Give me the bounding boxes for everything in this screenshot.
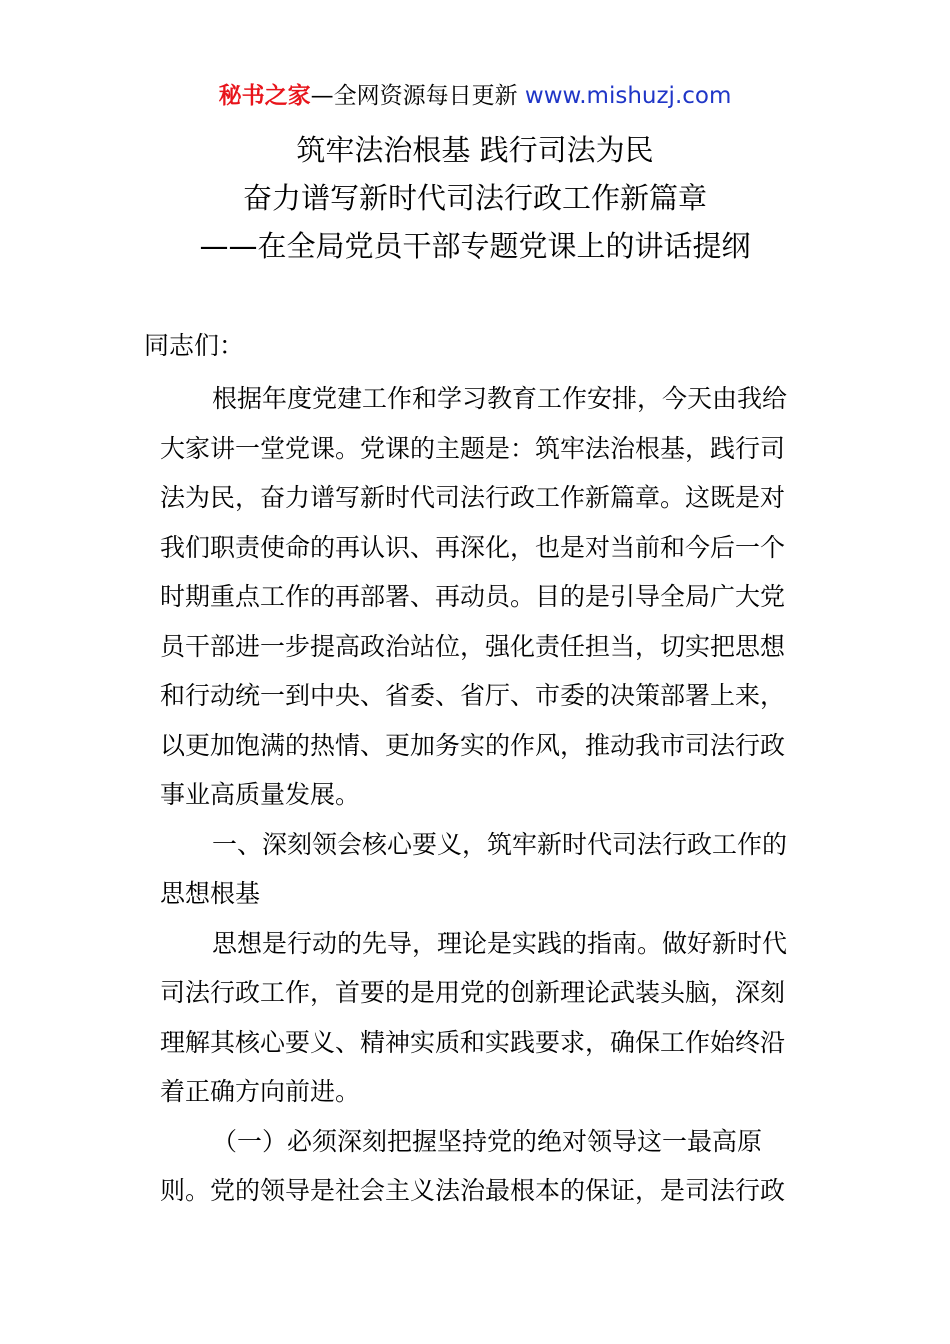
text-line: 司法行政工作，首要的是用党的创新理论武装头脑，深刻 (160, 978, 786, 1007)
text-line: 着正确方向前进。 (160, 1077, 361, 1106)
text-line: 大家讲一堂党课。党课的主题是：筑牢法治根基，践行司 (160, 433, 786, 463)
text-line: 法为民，奋力谱写新时代司法行政工作新篇章。这既是对 (160, 483, 786, 512)
subtitle-line: ——在全局党员干部专题党课上的讲话提纲 (199, 229, 751, 263)
section-heading-line: 一、深刻领会核心要义，筑牢新时代司法行政工作的 (212, 829, 788, 859)
salutation: 同志们： (144, 331, 245, 360)
text-line: （一）必须深刻把握坚持党的绝对领导这一最高原 (212, 1126, 763, 1156)
text-line: 员干部进一步提高政治站位，强化责任担当，切实把思想 (160, 631, 786, 661)
title-line-2: 奋力谱写新时代司法行政工作新篇章 (242, 181, 707, 215)
text-line: 时期重点工作的再部署、再动员。目的是引导全局广大党 (160, 582, 786, 611)
document-title (0, 126, 950, 270)
text-line: 事业高质量发展。 (160, 780, 361, 809)
body-text (160, 374, 820, 1216)
text-line: 根据年度党建工作和学习教育工作安排，今天由我给 (212, 384, 788, 413)
section-heading-line: 思想根基 (160, 879, 261, 908)
text-line: 则。党的领导是社会主义法治最根本的保证，是司法行政 (160, 1176, 786, 1205)
text-line: 思想是行动的先导，理论是实践的指南。做好新时代 (212, 928, 788, 958)
site-brand: 秘书之家 (218, 83, 311, 109)
site-tagline: —全网资源每日更新 (310, 83, 518, 109)
text-line: 理解其核心要义、精神实质和实践要求，确保工作始终沿 (160, 1027, 786, 1057)
site-header (0, 80, 950, 112)
title-line-1: 筑牢法治根基 践行司法为民 (296, 133, 654, 167)
site-url-link[interactable]: www.mishuzj.com (524, 83, 732, 109)
text-line: 和行动统一到中央、省委、省厅、市委的决策部署上来， (160, 681, 786, 710)
text-line: 以更加饱满的热情、更加务实的作风，推动我市司法行政 (160, 730, 786, 760)
text-line: 我们职责使命的再认识、再深化，也是对当前和今后一个 (160, 532, 786, 562)
